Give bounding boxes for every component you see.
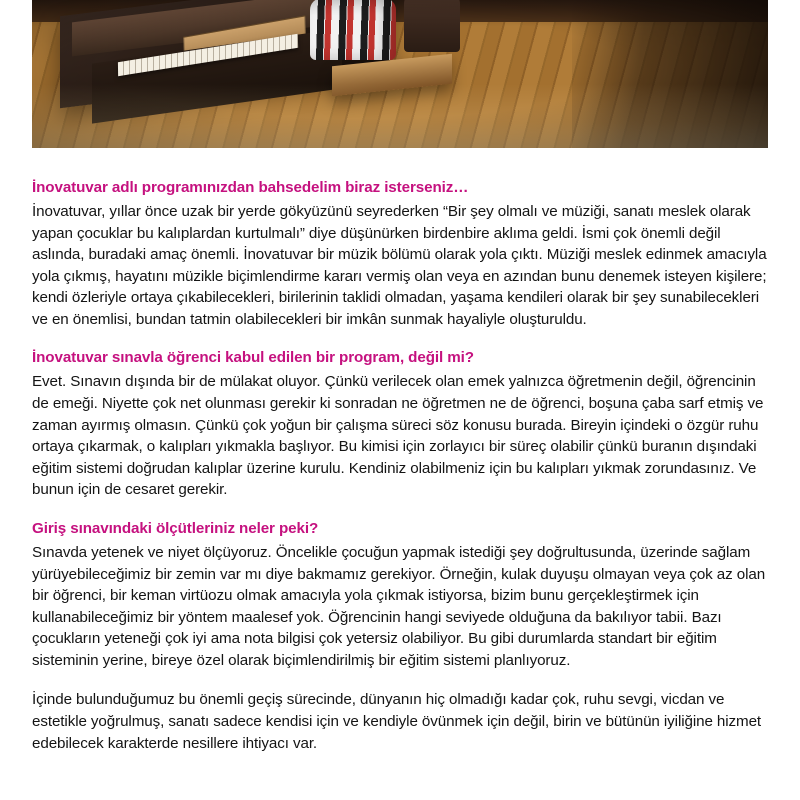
article-photo xyxy=(32,0,768,148)
interview-question-2: İnovatuvar sınavla öğrenci kabul edilen bir program, değil mi? xyxy=(32,349,474,367)
interview-answer-2: Evet. Sınavın dışında bir de mülakat oluyor. Çünkü verilecek olan emek yalnızca öğretmenin değil, öğrencinin de emeği. Niyette çok net olunması gerekir ki sonradan ne öğretmen ne de öğrenci, boşuna çaba sarf etmiş ve zaman ayırmış olmasın. Çünkü çok yoğun bir çalışma süreci söz konusu burada. Bireyin içindeki o özgür ruhu ortaya çıkarmak, o kalıpları yıkmakla başlıyor. Bu kimisi için zorlayıcı bir süreç olabilir çünkü buranın dışındaki eğitim sistemi doğrudan kalıplar üzerine kurulu. Kendiniz olabilmeniz için bu kalıpları yıkmak zorundasınız. Ve bunun için de cesaret gerekir. xyxy=(32,373,764,499)
photo-vignette xyxy=(32,0,768,148)
interview-answer-3: Sınavda yetenek ve niyet ölçüyoruz. Öncelikle çocuğun yapmak istediği şey doğrultusunda, üzerinde sağlam yürüyebileceğimiz bir zemin var mı diye bakmamız gerekiyor. Örneğin, kulak duyuşu olmayan veya çok az olan bir öğrenci, bir keman virtüozu olmak amacıyla yola çıkmak istiyorsa, bizim bunu gerçekleştirmek için kullanabileceğimiz bir yöntem maalesef yok. Öğrencinin hangi seviyede olduğuna da bakılıyor tabii. Bazı çocukların yeteneği çok iyi ama nota bilgisi çok yetersiz olabiliyor. Bu gibi durumlarda standart bir eğitim sisteminin yerine, bireye özel olarak biçimlendirilmiş bir eğitim sistemi planlıyoruz. xyxy=(32,543,766,669)
photo-canvas xyxy=(32,0,768,148)
interview-question-3: Giriş sınavındaki ölçütleriniz neler peki? xyxy=(32,519,319,537)
interview-closing-paragraph: İçinde bulunduğumuz bu önemli geçiş sürecinde, dünyanın hiç olmadığı kadar çok, ruhu sevgi, vicdan ve estetikle yoğrulmuş, sanatı sadece kendisi için ve kendiyle övünmek için değil, birin ve bütünün iyiliğine hizmet edebilecek karakterde nesillere ihtiyacı var. xyxy=(32,691,762,752)
interview-answer-1: İnovatuvar, yıllar önce uzak bir yerde gökyüzünü seyrederken “Bir şey olmalı ve müziği, sanatı meslek olarak yapan çocuklar bu kalıplardan kurtulmalı” diye düşünürken birdenbire aklıma geldi. İsmi çok önemli değil aslında, buradaki amaç önemli. İnovatuvar bir müzik bölümü olarak yola çıktı. Müziği meslek edinmek amacıyla yola çıkmış, hayatını müzikle biçimlendirme kararı vermiş olan veya en azından bunu denemek isteyen kişilere; kendi özleriyle ortaya çıkabilecekleri, birilerinin taklidi olmadan, yaşama kendileri olarak bir şey sunabilecekleri ve en önemlisi, bundan tatmin olabilecekleri bir imkân sunmak hayaliyle oluşturuldu. xyxy=(32,203,767,328)
article-body xyxy=(32,178,768,754)
interview-question-1: İnovatuvar adlı programınızdan bahsedelim biraz isterseniz… xyxy=(32,179,469,196)
